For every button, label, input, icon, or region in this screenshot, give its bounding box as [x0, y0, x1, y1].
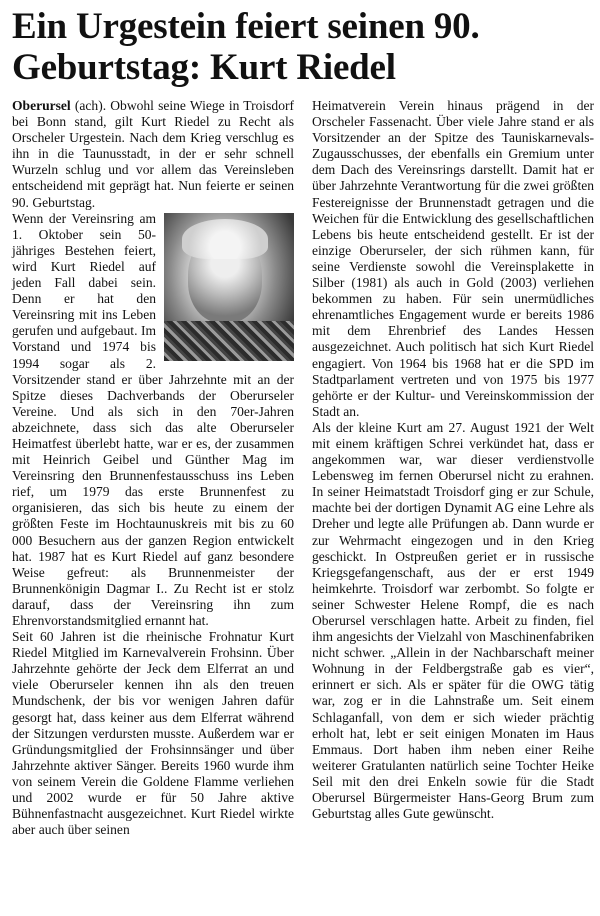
portrait-photo	[164, 213, 294, 361]
paragraph-intro	[12, 98, 294, 211]
article-headline: Ein Urgestein feiert seinen 90. Geburtstag: Kurt Riedel	[12, 6, 480, 88]
paragraph-frohsinn: Seit 60 Jahren ist die rheinische Frohnatur Kurt Riedel Mitglied im Karnevalverein Frohsinn. Über Jahrzehnte gehörte der Jeck dem Elferrat an und viele Oberurseler kennen ihn als den treuen Mundschenk, der bis vor wenigen Jahren dafür gesorgt hat, dass keiner aus dem Elferrat während der Sitzungen verdursten musste. Außerdem war er Gründungsmitglied der Frohsinnsänger und über Jahrzehnte aktiver Sänger. Bereits 1960 wurde ihm von seinem Verein die Goldene Flamme verliehen und 2002 wurde er für 50 Jahre aktive Bühnenfastnacht ausgezeichnet. Kurt Riedel wirkte aber auch über seinen	[12, 629, 294, 838]
dateline: Oberursel	[12, 98, 71, 113]
intro-text: (ach). Obwohl seine Wiege in Troisdorf bei Bonn stand, gilt Kurt Riedel zu Recht als Orscheler Urgestein. Nach dem Krieg verschlug es ihn in die Taunusstadt, in der er sehr schnell Wurzeln schlug und vor allem das Vereinsleben entscheidend mit geprägt hat. Nun feierte er seinen 90. Geburtstag.	[12, 98, 294, 210]
portrait-shirt	[164, 321, 294, 361]
paragraph-biography: Als der kleine Kurt am 27. August 1921 der Welt mit einem kräftigen Schrei verkündet hat, dass er angekommen war, war dieser verdienstvolle Lebensweg im fernen Oberursel nicht zu erahnen. In seiner Heimatstadt Troisdorf ging er zur Schule, machte bei der dortigen Dynamit AG eine Lehre als Dreher und legte alle Prüfungen ab. Dann wurde er zur Wehrmacht eingezogen und in den Krieg geschickt. In Ostpreußen geriet er in russische Kriegsgefangenschaft, aus der er erst 1949 heimkehrte. Troisdorf war zerbombt. So folgte er seiner Schwester Helene Rompf, die es nach Oberursel verschlagen hatte. Arbeit zu finden, fiel ihm angesichts der Vielzahl von Maschinenfabriken nicht schwer. „Allein in der Nachbarschaft meiner Wohnung in der Feldbergstraße gab es vier“, erinnert er sich. Als er später für die OWG tätig war, zog er in die Lahnstraße um. Seit einem Schlaganfall, von dem er sich wieder prächtig erholt hat, lebt er seit einigen Monaten im Haus Emmaus. Dort haben ihm neben einer Reihe weiterer Gratulanten natürlich seine Tochter Heike Seil mit den drei Enkeln sowie für die Stadt Oberursel Bürgermeister Hans-Georg Brum zum Geburtstag alles Gute gewünscht.	[312, 419, 594, 822]
article-body	[12, 98, 592, 912]
paragraph-fassenacht: Heimatverein Verein hinaus prägend in der Orscheler Fassenacht. Über viele Jahre stand er als Vorsitzender an der Spitze des Tauniskarnevals-Zugausschusses, der ebenfalls ein Gremium unter dem Dach des Vereinsrings darstellt. Damit hat er über Jahrzehnte Verantwortung für die zwei größten Festereignisse der Brunnenstadt getragen und die Weichen für die Entwicklung des gesellschaftlichen Lebens bis heute entscheidend gestellt. Er ist der einzige Oberurseler, der sich rühmen kann, für seine Verdienste sowohl die Vereinsplakette in Silber (1981) als auch in Gold (2003) verliehen bekommen zu haben. Für sein unermüdliches ehrenamtliches Engagement wurde er bereits 1986 mit dem Ehrenbrief des Landes Hessen ausgezeichnet. Auch politisch hat sich Kurt Riedel engagiert. Von 1964 bis 1968 hat er die SPD im Stadtparlament vertreten und von 1975 bis 1977 gehörte er der Kultur- und Vereinskommission der Stadt an.	[312, 98, 594, 419]
column-left	[12, 98, 294, 912]
column-right	[312, 98, 594, 912]
portrait-hair	[182, 219, 268, 259]
paragraph-vereinsring: Wenn der Vereinsring am 1. Oktober sein 50-jähriges Bestehen feiert, wird Kurt Riedel auf jeden Fall dabei sein. Denn er hat den Vereinsring mit ins Leben gerufen und aufgebaut. Im Vorstand und 1974 bis 1994 sogar als 2. Vorsitzender stand er über Jahrzehnte mit an der Spitze dieses Dachverbands der Oberurseler Vereine. Und als sich in den 70er-Jahren abzeichnete, dass sich das alte Oberurseler Heimatfest überlebt hatte, war er es, der zusammen mit Heinrich Geibel und Günther Mag im Vereinsring den Brunnenfestausschuss ins Leben rief, um 1979 das erste Brunnenfest zu organisieren, das sich bis heute zu einem der größten Feste im Hochtaunuskreis mit bis zu 60 000 Besuchern aus der ganzen Region entwickelt hat. 1987 hat es Kurt Riedel auf ganz besondere Weise gefreut: als Brunnenmeister der Brunnenkönigin Dagmar I.. Zu Recht ist er stolz darauf, dass der Vereinsring ihn zum Ehrenvorstandsmitglied ernannt hat.	[12, 210, 294, 628]
